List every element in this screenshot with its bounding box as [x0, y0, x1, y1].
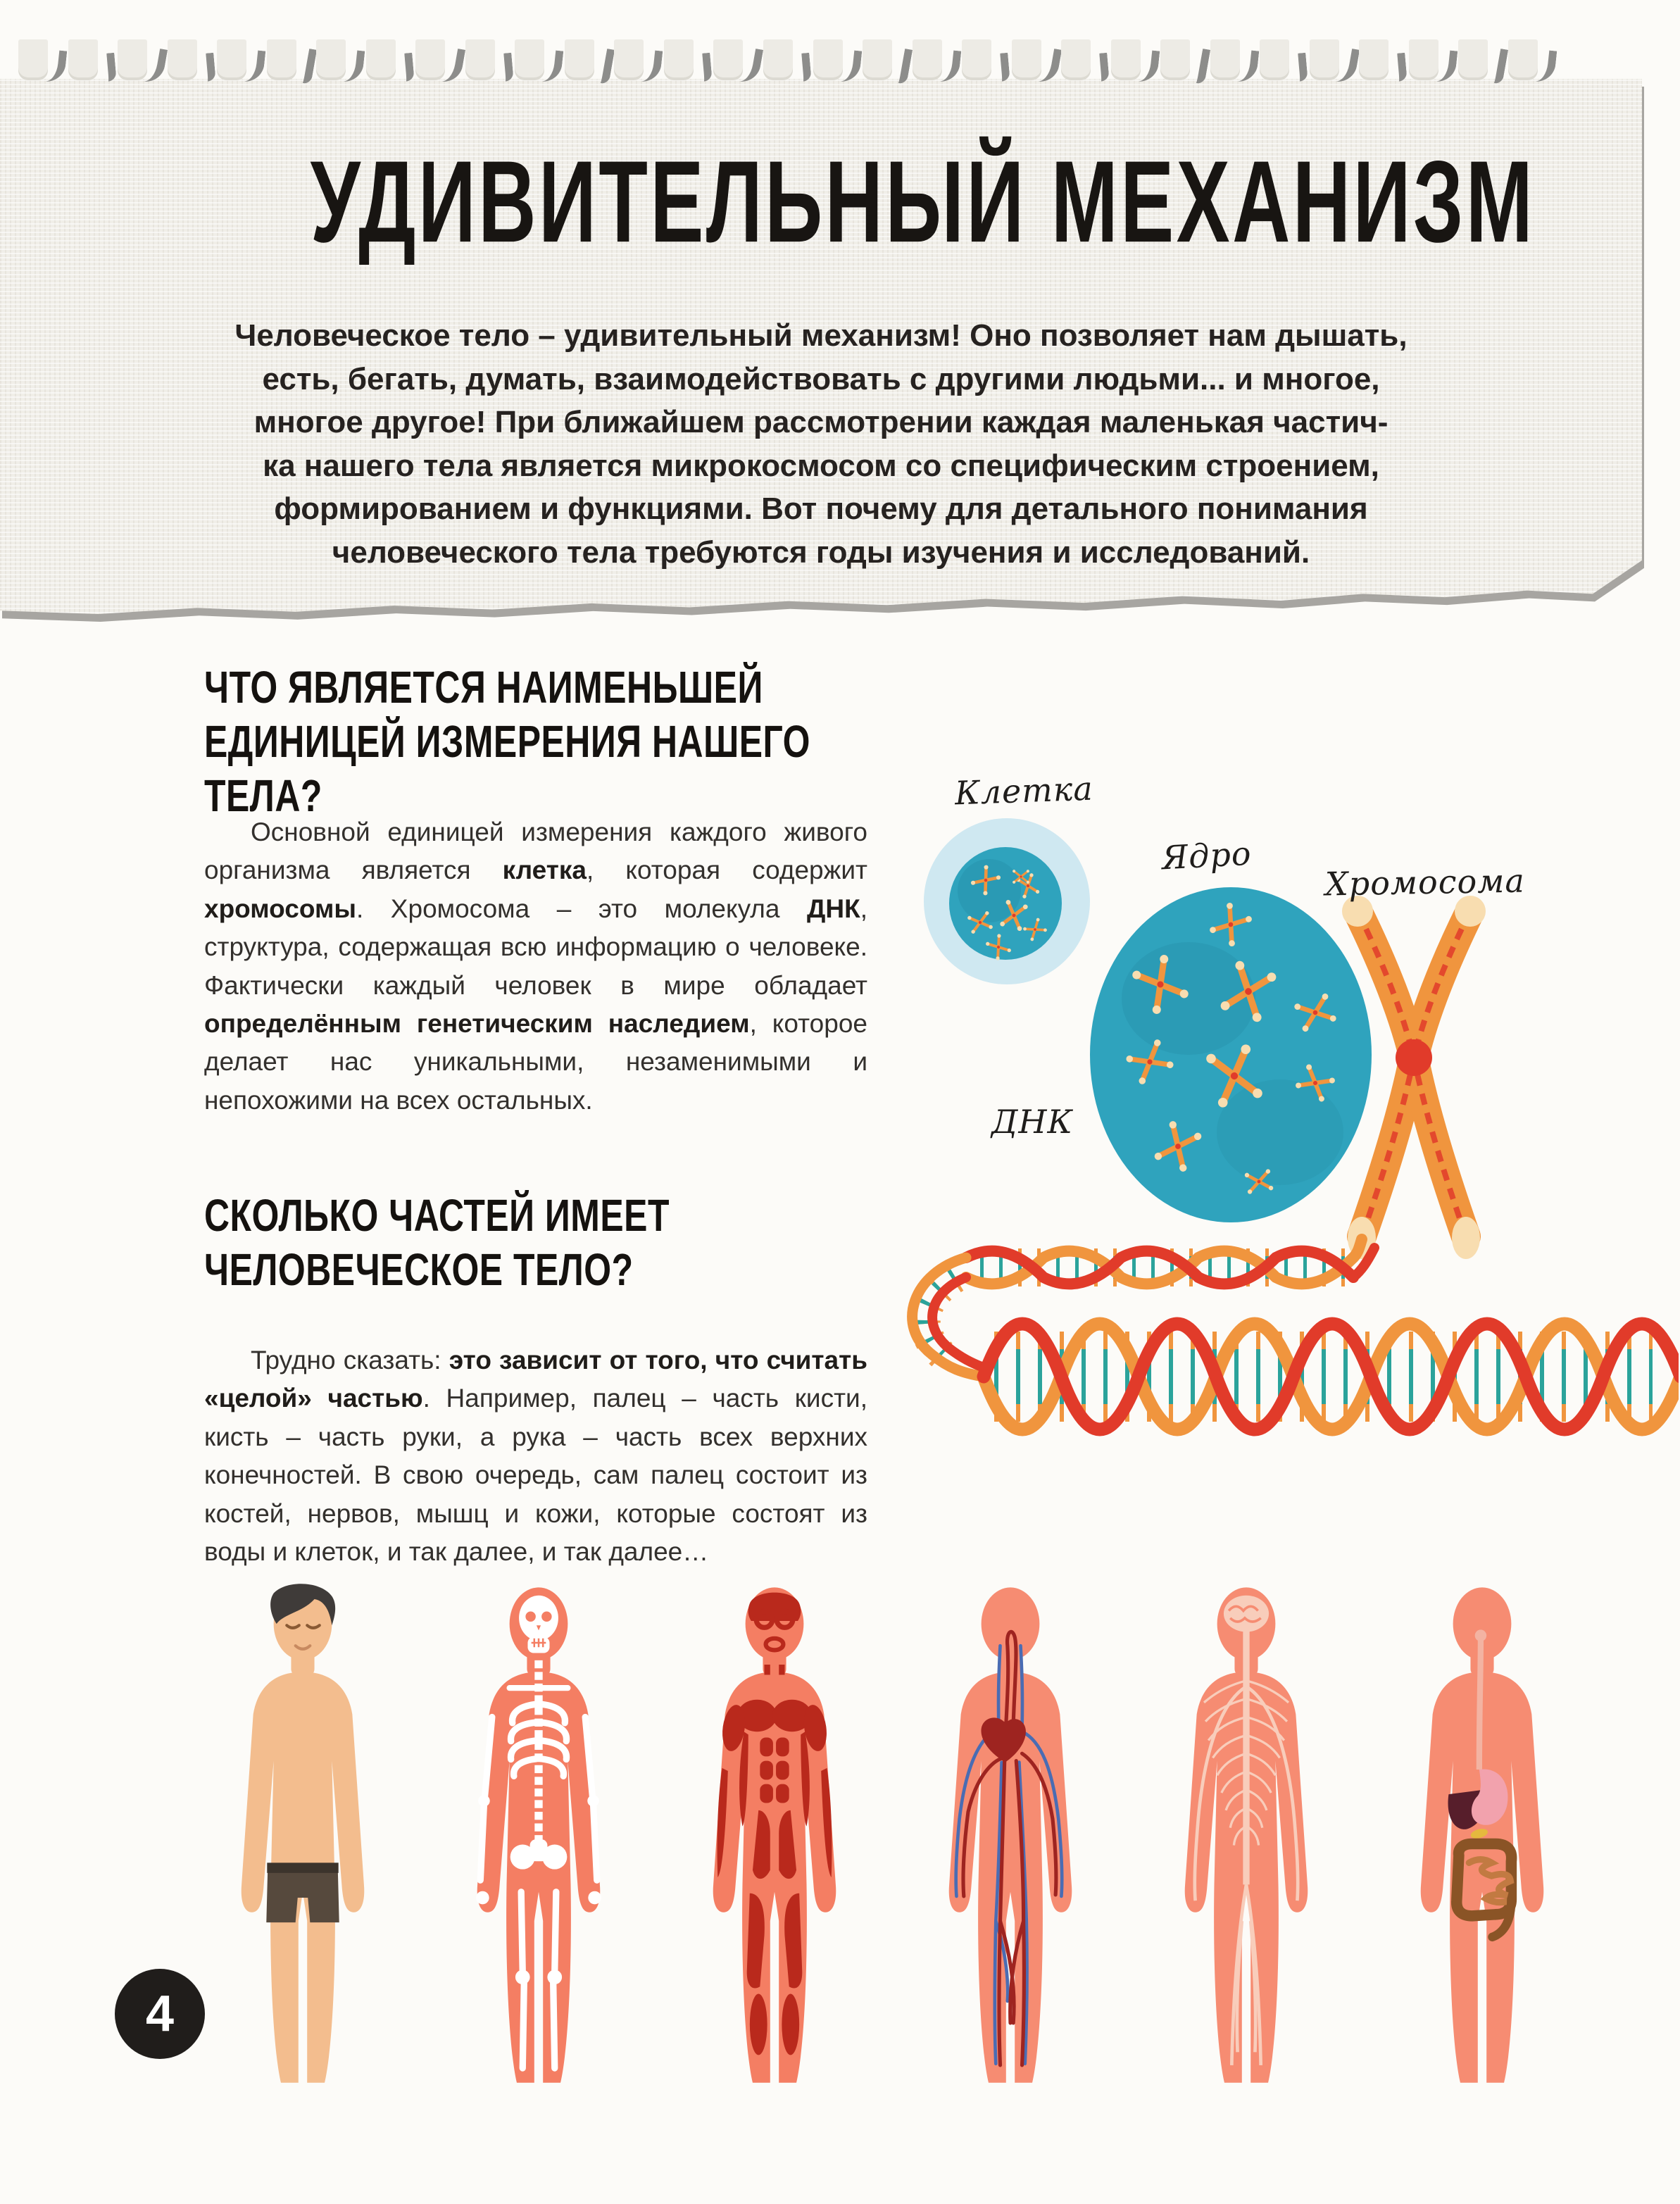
perforation-tab: [565, 39, 594, 80]
figure-skeleton: [457, 1579, 620, 2089]
perforation-tab: [1508, 39, 1538, 80]
perforation-tab: [168, 39, 197, 80]
perforation-tab: [1210, 39, 1240, 80]
figure-nervous: [1165, 1579, 1328, 2089]
intro-line: Человеческое тело – удивительный механизм! Оно позволяет нам дышать,: [234, 318, 1408, 353]
perforation-tab: [1310, 39, 1339, 80]
perforation-tab: [763, 39, 793, 80]
perforation-tab: [962, 39, 991, 80]
perforation-tab: [1458, 39, 1488, 80]
perforation-tab: [217, 39, 246, 80]
perforation-tab: [713, 39, 743, 80]
dna-label: ДНК: [991, 1103, 1074, 1141]
perforation-tab: [68, 39, 98, 80]
perforation-tab: [1061, 39, 1091, 80]
intro-line: многое другое! При ближайшем рассмотрении каждая маленькая частич-: [253, 405, 1388, 440]
figure-skin: [221, 1579, 384, 2089]
perforation-tab: [1359, 39, 1388, 80]
section-paragraph-smallest-unit: Основной единицей измерения каждого живого организма является клетка, которая содержит хромосомы. Хромосома – это молекула ДНК, структура, содержащая всю информацию о человеке. Фактически каждый человек в мире обладает определённым генетическим наследием, которое делает нас уникальными, незаменимыми и непохожими на всех остальных.: [204, 818, 867, 1115]
intro-paragraph: [152, 314, 1490, 575]
perforation-tab: [316, 39, 346, 80]
section-heading-body-parts: СКОЛЬКО ЧАСТЕЙ ИМЕЕТ ЧЕЛОВЕЧЕСКОЕ ТЕЛО?: [204, 1190, 670, 1295]
cell-illustration: [915, 810, 1098, 993]
perforation-tab: [366, 39, 396, 80]
section-heading-smallest-unit: ЧТО ЯВЛЯЕТСЯ НАИМЕНЬШЕЙ ЕДИНИЦЕЙ ИЗМЕРЕНИЯ НАШЕГО ТЕЛА?: [204, 662, 810, 821]
intro-line: есть, бегать, думать, взаимодействовать с другими людьми... и многое,: [262, 361, 1380, 396]
perforation-tab: [1409, 39, 1438, 80]
page-number-badge: [115, 1969, 205, 2059]
nucleus-label: Ядро: [1160, 834, 1253, 877]
perforation-tab: [813, 39, 843, 80]
perforation-tab: [1111, 39, 1141, 80]
cell-label: Клетка: [954, 769, 1094, 813]
figure-digestive: [1400, 1579, 1564, 2089]
intro-line: формированием и функциями. Вот почему для детального понимания: [274, 491, 1368, 527]
perforation-tab: [1012, 39, 1041, 80]
perforation-tab: [1260, 39, 1289, 80]
perforation-strip: [18, 39, 1538, 118]
perforation-tab: [614, 39, 644, 80]
page-number: 4: [145, 1986, 175, 2042]
perforation-tab: [913, 39, 942, 80]
page-title: УДИВИТЕЛЬНЫЙ МЕХАНИЗМ: [310, 136, 1536, 267]
perforation-tab: [664, 39, 694, 80]
perforation-tab: [18, 39, 48, 80]
perforation-tab: [465, 39, 495, 80]
intro-line: человеческого тела требуются годы изучения и исследований.: [332, 534, 1310, 570]
perforation-tab: [415, 39, 445, 80]
perforation-tab: [1160, 39, 1190, 80]
figure-circulatory: [929, 1579, 1092, 2089]
perforation-tab: [515, 39, 544, 80]
section-paragraph-body-parts: Трудно сказать: это зависит от того, что считать «целой» частью. Например, палец – часть кисти, кисть – часть руки, а рука – часть всех верхних конечностей. В свою очередь, сам палец состоит из костей, нервов, мышц и кожи, которые состоят из воды и клеток, и так далее, и так далее…: [204, 1346, 867, 1566]
intro-line: ка нашего тела является микрокосмосом со специфическим строением,: [263, 448, 1379, 483]
perforation-tab: [118, 39, 147, 80]
figure-muscles: [693, 1579, 856, 2089]
chromosome-label: Хромосома: [1324, 861, 1526, 903]
perforation-tab: [267, 39, 296, 80]
perforation-tab: [863, 39, 892, 80]
